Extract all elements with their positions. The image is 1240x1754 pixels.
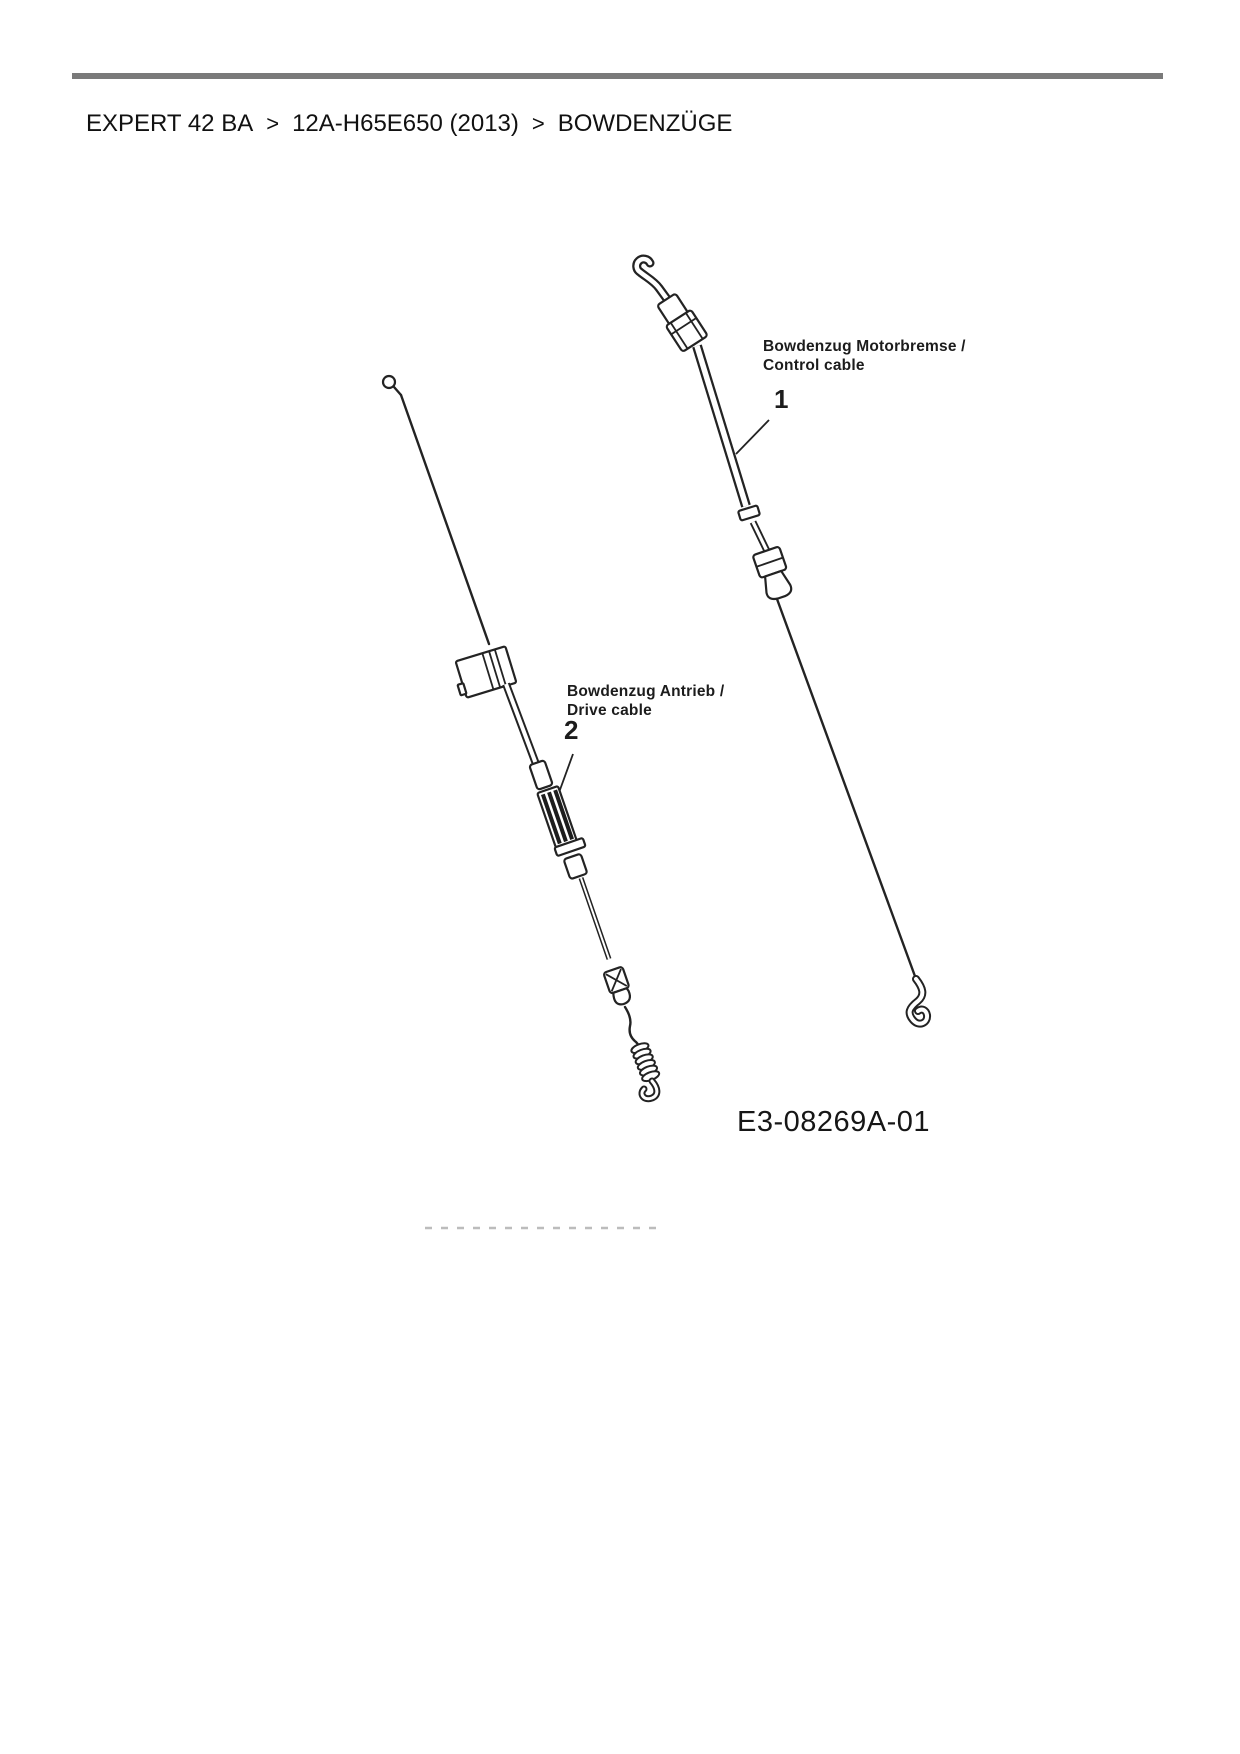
- callout-2: [567, 682, 724, 720]
- cable1-adjuster: [654, 291, 708, 352]
- cable2-spring: [630, 1041, 660, 1083]
- cable1-clamp: [753, 546, 795, 601]
- breadcrumb-item-article[interactable]: 12A-H65E650 (2013): [292, 110, 519, 137]
- callout-1-leader-line: [736, 420, 769, 454]
- callout-1-label-de: Bowdenzug Motorbremse /: [763, 338, 966, 355]
- cable2-wire-upper: [401, 395, 489, 644]
- breadcrumb-separator: >: [266, 111, 280, 136]
- callout-2-number: 2: [564, 715, 579, 745]
- cable2-barrel: [564, 854, 588, 880]
- cable2-ferrule: [529, 760, 553, 790]
- drive-cable-illustration: [383, 376, 660, 1099]
- callout-1-number: 1: [774, 384, 789, 414]
- callout-1: [763, 337, 966, 375]
- callout-1-label-en: Control cable: [763, 357, 865, 374]
- breadcrumb-separator: >: [531, 111, 545, 136]
- cable1-wire: [777, 599, 916, 979]
- callout-2-label-en: Drive cable: [567, 702, 652, 719]
- cable2-grip-sleeve: [537, 786, 577, 848]
- cable1-collar: [738, 505, 760, 520]
- drawing-code: E3-08269A-01: [737, 1106, 931, 1138]
- breadcrumb-item-assembly: BOWDENZÜGE: [557, 110, 733, 137]
- cable2-clamp: [603, 966, 634, 1007]
- callout-2-label-de: Bowdenzug Antrieb /: [567, 683, 725, 700]
- cable2-wire-lower: [625, 1007, 639, 1050]
- breadcrumb-item-model[interactable]: EXPERT 42 BA: [86, 110, 254, 137]
